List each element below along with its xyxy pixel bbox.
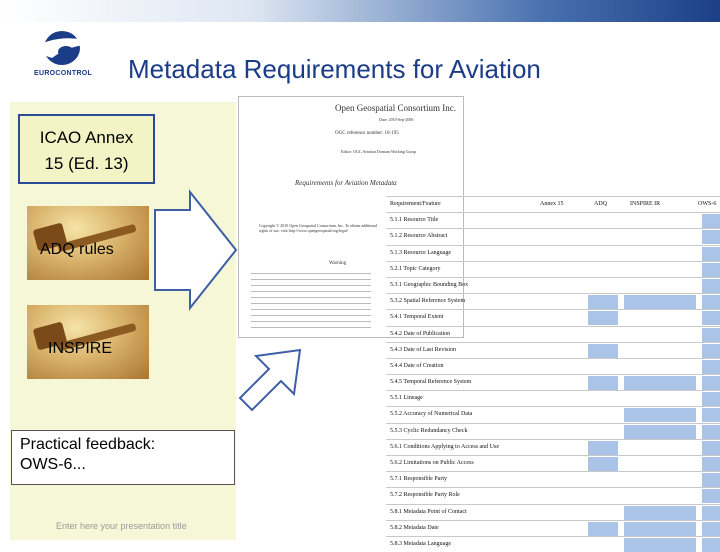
cell-ir — [624, 425, 696, 439]
row-label: 5.5.3 Cyclic Redundancy Check — [390, 427, 468, 434]
cell-annex — [536, 214, 572, 228]
cell-adq — [588, 311, 618, 325]
cell-annex — [536, 328, 572, 342]
cell-annex — [536, 425, 572, 439]
table-header-row — [386, 196, 720, 212]
table-row — [386, 439, 720, 455]
cell-ows — [702, 344, 720, 358]
cell-adq — [588, 279, 618, 293]
cell-ir — [624, 247, 696, 261]
cell-adq — [588, 538, 618, 552]
row-label: 5.8.1 Metadata Point of Contact — [390, 508, 467, 515]
cell-ir — [624, 457, 696, 471]
row-label: 5.4.4 Date of Creation — [390, 362, 444, 369]
doc-org: Open Geospatial Consortium Inc. — [335, 103, 456, 113]
cell-ir — [624, 376, 696, 390]
cell-adq — [588, 425, 618, 439]
row-label: 5.7.2 Responsible Party Role — [390, 492, 460, 499]
header-adq: ADQ — [594, 201, 607, 207]
header-ows6: OWS-6 — [698, 201, 717, 207]
cell-annex — [536, 473, 572, 487]
cell-ows — [702, 230, 720, 244]
cell-ir — [624, 473, 696, 487]
table-row — [386, 212, 720, 228]
cell-ows — [702, 328, 720, 342]
cell-adq — [588, 441, 618, 455]
cell-ir — [624, 230, 696, 244]
doc-warning-title: Warning — [329, 261, 347, 266]
cell-adq — [588, 263, 618, 277]
doc-ref: OGC reference number: 10-195 — [335, 131, 399, 136]
cell-annex — [536, 522, 572, 536]
table-row — [386, 245, 720, 261]
table-row — [386, 342, 720, 358]
cell-ows — [702, 425, 720, 439]
table-row — [386, 390, 720, 406]
cell-ir — [624, 328, 696, 342]
cell-annex — [536, 506, 572, 520]
cell-ows — [702, 489, 720, 503]
cell-ir — [624, 295, 696, 309]
cell-ows — [702, 247, 720, 261]
row-label: 5.8.2 Metadata Date — [390, 524, 439, 531]
table-row — [386, 471, 720, 487]
cell-adq — [588, 473, 618, 487]
up-right-arrow-icon — [240, 350, 300, 410]
cell-ows — [702, 522, 720, 536]
table-row — [386, 277, 720, 293]
doc-heading: Requirements for Aviation Metadata — [295, 179, 397, 187]
cell-ows — [702, 506, 720, 520]
cell-ir — [624, 360, 696, 374]
table-row — [386, 455, 720, 471]
cell-adq — [588, 392, 618, 406]
row-label: 5.4.1 Temporal Extent — [390, 314, 444, 321]
row-label: 5.3.1 Geographic Bounding Box — [390, 281, 469, 288]
cell-ows — [702, 392, 720, 406]
cell-ows — [702, 279, 720, 293]
cell-adq — [588, 376, 618, 390]
cell-adq — [588, 328, 618, 342]
cell-ows — [702, 214, 720, 228]
cell-ows — [702, 311, 720, 325]
cell-annex — [536, 311, 572, 325]
cell-ir — [624, 263, 696, 277]
cell-ows — [702, 538, 720, 552]
table-row — [386, 293, 720, 309]
cell-adq — [588, 522, 618, 536]
table-row — [386, 520, 720, 536]
cell-adq — [588, 344, 618, 358]
adq-rules-label: ADQ rules — [40, 241, 114, 258]
cell-ows — [702, 473, 720, 487]
cell-annex — [536, 489, 572, 503]
inspire-label: INSPIRE — [48, 340, 113, 357]
cell-annex — [536, 376, 572, 390]
cell-annex — [536, 441, 572, 455]
doc-body-lines — [251, 273, 371, 333]
row-label: 5.5.1 Lineage — [390, 395, 423, 402]
cell-ir — [624, 522, 696, 536]
table-row — [386, 423, 720, 439]
row-label: 5.8.3 Metadata Language — [390, 540, 451, 547]
cell-annex — [536, 247, 572, 261]
feedback-line-2: OWS-6... — [20, 456, 86, 473]
cell-annex — [536, 230, 572, 244]
icao-annex-box — [18, 114, 155, 184]
row-label: 5.4.3 Date of Last Revision — [390, 346, 456, 353]
cell-ir — [624, 344, 696, 358]
table-row — [386, 406, 720, 422]
cell-annex — [536, 295, 572, 309]
table-row — [386, 326, 720, 342]
cell-ows — [702, 408, 720, 422]
cell-ows — [702, 441, 720, 455]
practical-feedback-box — [11, 430, 235, 485]
row-label: 5.6.2 Limitations on Public Access — [390, 460, 474, 466]
table-row — [386, 374, 720, 390]
cell-annex — [536, 360, 572, 374]
table-row — [386, 228, 720, 244]
cell-ir — [624, 441, 696, 455]
icao-line-1: ICAO Annex — [39, 128, 134, 147]
cell-adq — [588, 230, 618, 244]
row-label: 5.5.2 Accuracy of Numerical Data — [390, 411, 473, 418]
cell-ows — [702, 295, 720, 309]
row-label: 5.4.2 Date of Publication — [390, 330, 451, 337]
icao-line-2: 15 (Ed. 13) — [44, 154, 129, 173]
cell-annex — [536, 279, 572, 293]
cell-annex — [536, 392, 572, 406]
footer-presentation-title: Enter here your presentation title — [56, 521, 187, 531]
doc-date: Date: 2010-Sep-2006 — [379, 117, 414, 122]
row-label: 5.2.1 Topic Category — [390, 265, 441, 272]
slide-title: Metadata Requirements for Aviation — [128, 54, 541, 84]
cell-ir — [624, 506, 696, 520]
cell-adq — [588, 295, 618, 309]
row-label: 5.6.1 Conditions Applying to Access and Use — [390, 443, 499, 450]
cell-adq — [588, 408, 618, 422]
table-row — [386, 504, 720, 520]
cell-annex — [536, 538, 572, 552]
cell-adq — [588, 247, 618, 261]
logo-text: EUROCONTROL — [34, 70, 93, 77]
cell-ows — [702, 457, 720, 471]
row-label: 5.1.3 Resource Language — [390, 249, 451, 256]
table-row — [386, 309, 720, 325]
cell-ows — [702, 360, 720, 374]
cell-ows — [702, 263, 720, 277]
cell-ir — [624, 214, 696, 228]
cell-adq — [588, 457, 618, 471]
row-label: 5.1.1 Resource Title — [390, 217, 439, 224]
row-label: 5.3.2 Spatial Reference System — [390, 298, 466, 305]
doc-copyright: Copyright © 2010 Open Geospatial Consortium, Inc. To obtain additional rights of use, visit http://www.opengeospatial.org/legal/ — [259, 223, 378, 233]
header-requirement: Requirement/Feature — [390, 201, 441, 207]
requirements-table — [386, 196, 720, 552]
cell-adq — [588, 360, 618, 374]
row-label: 5.1.2 Resource Abstract — [390, 233, 448, 240]
header-annex15: Annex 15 — [540, 201, 564, 207]
table-row — [386, 487, 720, 503]
cell-adq — [588, 489, 618, 503]
top-banner — [0, 0, 720, 22]
cell-annex — [536, 344, 572, 358]
cell-annex — [536, 408, 572, 422]
cell-ir — [624, 408, 696, 422]
cell-adq — [588, 506, 618, 520]
cell-adq — [588, 214, 618, 228]
cell-ows — [702, 376, 720, 390]
table-row — [386, 536, 720, 552]
cell-ir — [624, 538, 696, 552]
cell-ir — [624, 392, 696, 406]
cell-ir — [624, 311, 696, 325]
cell-ir — [624, 279, 696, 293]
table-row — [386, 358, 720, 374]
row-label: 5.7.1 Responsible Party — [390, 476, 447, 483]
feedback-line-1: Practical feedback: — [20, 436, 156, 453]
header-inspire-ir: INSPIRE IR — [630, 201, 661, 207]
cell-annex — [536, 263, 572, 277]
cell-ir — [624, 489, 696, 503]
doc-editor: Editor: OGC Aviation Domain Working Group — [341, 149, 416, 154]
row-label: 5.4.5 Temporal Reference System — [390, 379, 472, 386]
table-row — [386, 261, 720, 277]
cell-annex — [536, 457, 572, 471]
